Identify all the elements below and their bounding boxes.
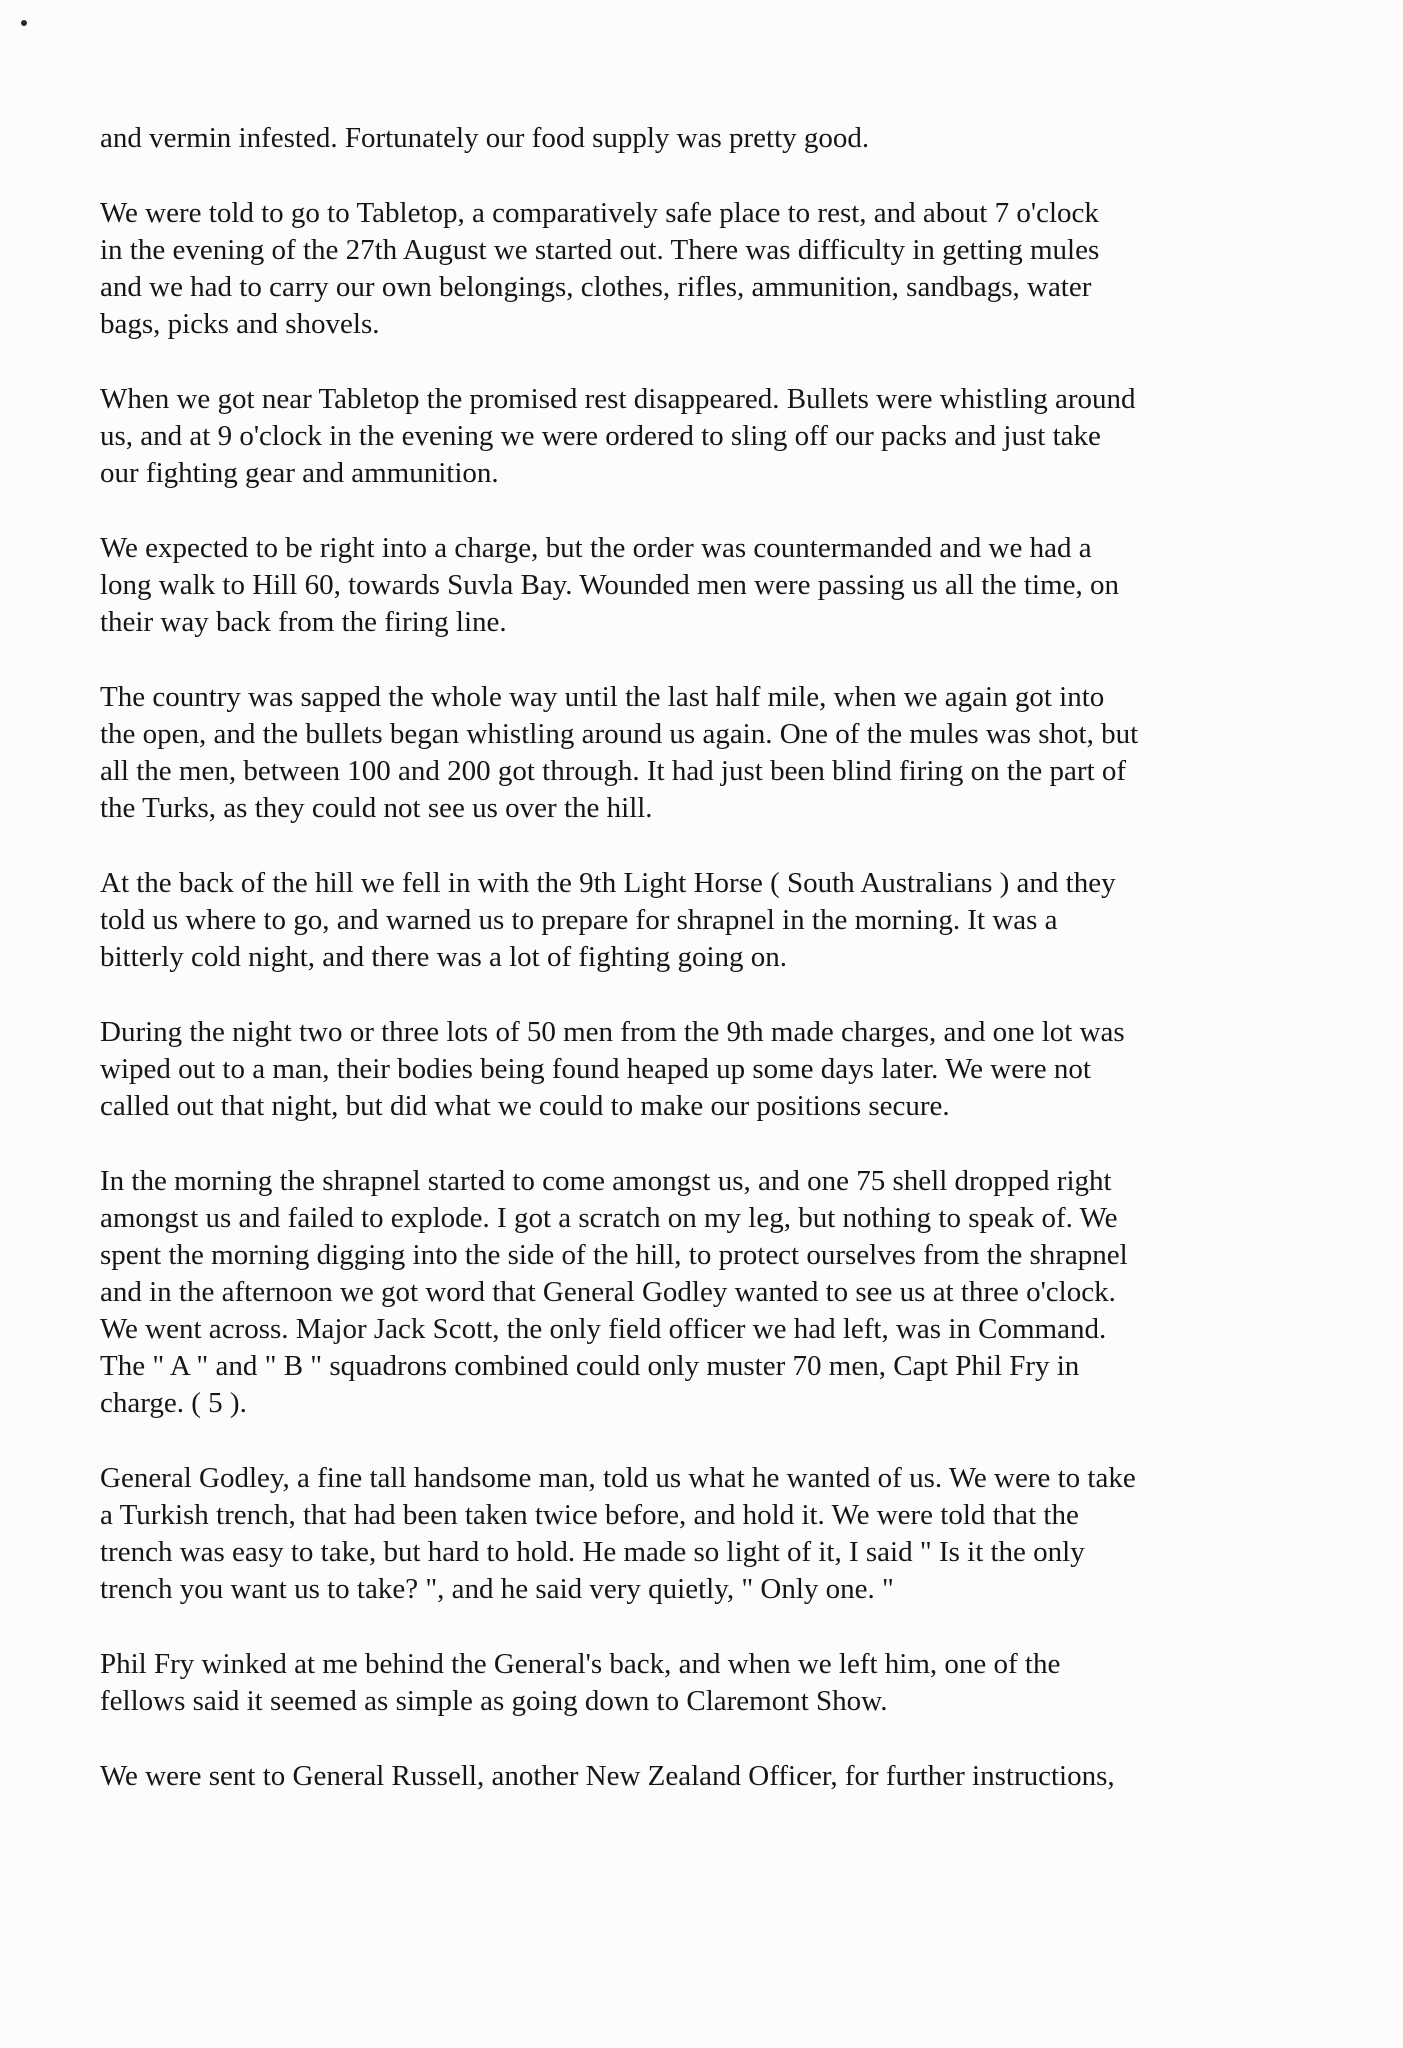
paragraph [100, 120, 1320, 157]
paragraph [100, 1460, 1320, 1608]
text-line: During the night two or three lots of 50 men from the 9th made charges, and one lot was [100, 1016, 1125, 1048]
text-line: a Turkish trench, that had been taken twice before, and hold it. We were told that the [100, 1499, 1079, 1531]
paragraph [100, 381, 1320, 492]
text-line: us, and at 9 o'clock in the evening we were ordered to sling off our packs and just take [100, 420, 1101, 452]
text-line: spent the morning digging into the side of the hill, to protect ourselves from the shrapnel [100, 1239, 1128, 1271]
paragraph [100, 1163, 1320, 1422]
text-line: called out that night, but did what we could to make our positions secure. [100, 1090, 950, 1122]
paragraph [100, 865, 1320, 976]
text-line: and vermin infested. Fortunately our food supply was pretty good. [100, 122, 870, 154]
text-line: We were sent to General Russell, another New Zealand Officer, for further instructions, [100, 1760, 1115, 1792]
text-line: our fighting gear and ammunition. [100, 457, 499, 489]
paragraph [100, 679, 1320, 827]
paragraph [100, 1758, 1320, 1795]
paragraph [100, 195, 1320, 343]
text-line: We went across. Major Jack Scott, the only field officer we had left, was in Command. [100, 1313, 1107, 1345]
text-line: all the men, between 100 and 200 got through. It had just been blind firing on the part of [100, 755, 1127, 787]
text-line: the Turks, as they could not see us over the hill. [100, 792, 653, 824]
paragraph [100, 530, 1320, 641]
text-line: The " A " and " B " squadrons combined could only muster 70 men, Capt Phil Fry in [100, 1350, 1080, 1382]
text-line: We expected to be right into a charge, but the order was countermanded and we had a [100, 532, 1092, 564]
text-line: and we had to carry our own belongings, clothes, rifles, ammunition, sandbags, water [100, 271, 1092, 303]
text-line: told us where to go, and warned us to prepare for shrapnel in the morning. It was a [100, 904, 1058, 936]
scan-speck [21, 20, 27, 26]
text-line: and in the afternoon we got word that General Godley wanted to see us at three o'clock. [100, 1276, 1116, 1308]
text-line: bitterly cold night, and there was a lot of fighting going on. [100, 941, 788, 973]
text-line: We were told to go to Tabletop, a comparatively safe place to rest, and about 7 o'clock [100, 197, 1099, 229]
text-line: their way back from the firing line. [100, 606, 507, 638]
text-line: At the back of the hill we fell in with the 9th Light Horse ( South Australians ) and they [100, 867, 1116, 899]
text-line: the open, and the bullets began whistling around us again. One of the mules was shot, but [100, 718, 1139, 750]
text-line: trench was easy to take, but hard to hold. He made so light of it, I said " Is it the only [100, 1536, 1085, 1568]
text-line: fellows said it seemed as simple as going down to Claremont Show. [100, 1685, 888, 1717]
text-line: trench you want us to take? ", and he said very quietly, " Only one. " [100, 1573, 894, 1605]
text-line: wiped out to a man, their bodies being found heaped up some days later. We were not [100, 1053, 1091, 1085]
text-line: Phil Fry winked at me behind the General's back, and when we left him, one of the [100, 1648, 1061, 1680]
text-line: General Godley, a fine tall handsome man, told us what he wanted of us. We were to take [100, 1462, 1136, 1494]
paragraph [100, 1014, 1320, 1125]
text-line: amongst us and failed to explode. I got a scratch on my leg, but nothing to speak of. We [100, 1202, 1118, 1234]
text-line: bags, picks and shovels. [100, 308, 380, 340]
text-line: long walk to Hill 60, towards Suvla Bay. Wounded men were passing us all the time, on [100, 569, 1119, 601]
text-line: In the morning the shrapnel started to come amongst us, and one 75 shell dropped right [100, 1165, 1112, 1197]
text-line: When we got near Tabletop the promised rest disappeared. Bullets were whistling around [100, 383, 1136, 415]
text-line: in the evening of the 27th August we started out. There was difficulty in getting mules [100, 234, 1100, 266]
body-text [100, 120, 1320, 1833]
text-line: The country was sapped the whole way until the last half mile, when we again got into [100, 681, 1105, 713]
text-line: charge. ( 5 ). [100, 1387, 247, 1419]
paragraph [100, 1646, 1320, 1720]
